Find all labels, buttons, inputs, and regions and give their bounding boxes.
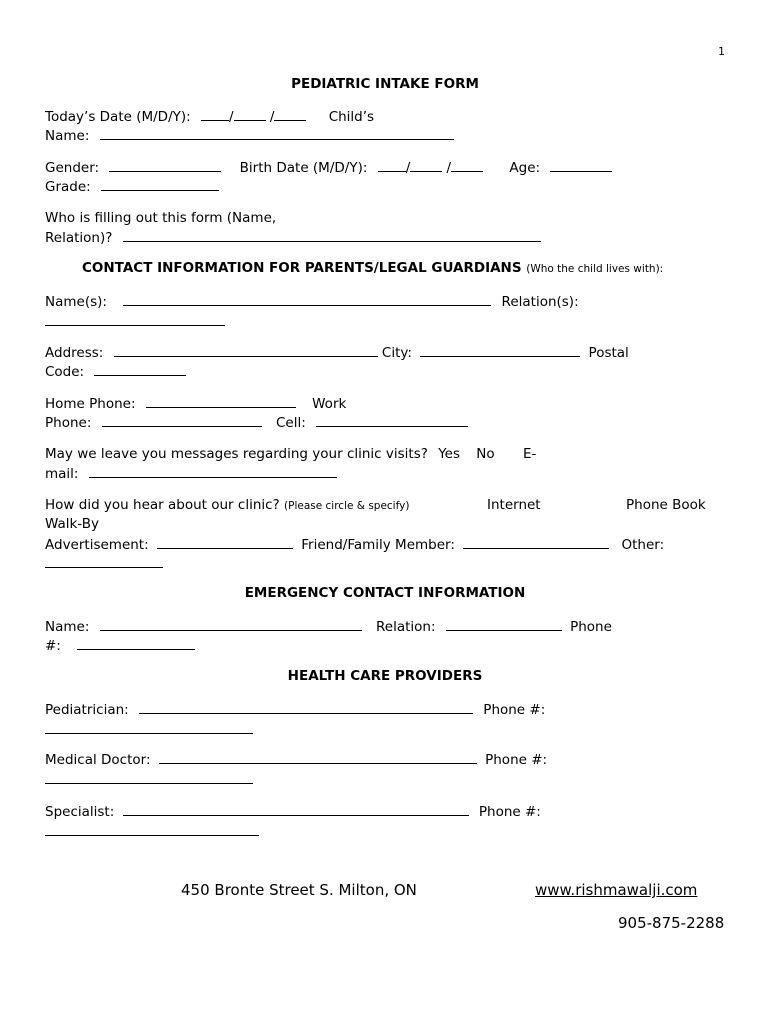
page-number: 1 [718,45,725,58]
label-name: Name: [45,128,90,144]
row-emergency-phone [45,636,195,656]
label-names: Name(s): [45,294,107,310]
field-other[interactable] [45,554,163,568]
field-specialist[interactable] [123,802,469,816]
label-address: Address: [45,345,104,361]
field-advertisement[interactable] [157,535,293,549]
label-who-filling-1: Who is filling out this form (Name, [45,210,277,226]
option-internet[interactable]: Internet [487,497,541,513]
label-emergency-hash: #: [45,638,61,654]
option-walk-by[interactable]: Walk-By [45,516,99,532]
field-gender[interactable] [109,158,221,172]
field-medical-doctor[interactable] [159,750,477,764]
field-parent-names[interactable] [123,292,491,306]
option-phone-book[interactable]: Phone Book [626,497,706,513]
field-pediatrician-phone[interactable] [45,720,253,734]
option-yes[interactable]: Yes [438,446,460,462]
field-emergency-name[interactable] [100,617,362,631]
providers-heading: HEALTH CARE PROVIDERS [287,668,483,684]
date-sep: / [405,160,411,176]
row-messages [45,445,536,464]
row-emergency [45,617,612,637]
emergency-heading: EMERGENCY CONTACT INFORMATION [244,585,526,601]
row-advertisement [45,535,664,555]
label-medical-doctor: Medical Doctor: [45,752,151,768]
field-birth-month[interactable] [378,158,406,172]
footer-address: 450 Bronte Street S. Milton, ON [181,881,417,899]
date-sep: / [446,160,452,176]
row-gender [45,158,612,178]
label-code: Code: [45,364,85,380]
field-friend-family[interactable] [463,535,609,549]
label-email-1: E- [522,446,537,462]
row-medical-doctor-phone [45,770,253,790]
label-age: Age: [509,160,541,176]
row-relations-blank [45,312,225,332]
field-postal-code[interactable] [94,362,186,376]
row-email [45,464,337,484]
label-grade: Grade: [45,179,91,195]
field-date-month[interactable] [201,107,229,121]
row-hear [45,496,409,516]
label-specialist: Specialist: [45,804,115,820]
field-address[interactable] [114,343,378,357]
row-home-phone [45,394,346,414]
row-pediatrician-phone [45,720,253,740]
label-pediatrician-phone: Phone #: [483,702,546,718]
date-sep: / [228,109,234,125]
footer-website-link[interactable]: www.rishmawalji.com [535,881,698,899]
row-work-phone [45,413,468,433]
row-parent-names [45,292,579,312]
label-emergency-name: Name: [45,619,90,635]
field-home-phone[interactable] [146,394,296,408]
field-birth-year[interactable] [451,158,483,172]
field-city[interactable] [420,343,580,357]
label-emergency-phone: Phone [570,619,612,635]
label-phone: Phone: [45,415,92,431]
row-child-name [45,126,454,146]
label-email-2: mail: [45,466,79,482]
field-medical-doctor-phone[interactable] [45,770,253,784]
field-date-day[interactable] [234,107,266,121]
field-emergency-phone[interactable] [77,636,195,650]
field-birth-day[interactable] [410,158,442,172]
label-who-filling-2: Relation)? [45,230,113,246]
option-friend-family[interactable]: Friend/Family Member: [301,537,455,553]
contact-heading-note: (Who the child lives with): [526,263,664,275]
row-grade [45,177,219,197]
field-date-year[interactable] [274,107,306,121]
row-address [45,343,629,363]
date-sep: / [269,109,275,125]
field-emergency-relation[interactable] [446,617,562,631]
label-hear: How did you hear about our clinic? [45,497,280,513]
contact-heading [82,260,663,276]
field-child-name[interactable] [100,126,454,140]
label-relations: Relation(s): [501,294,579,310]
option-other[interactable]: Other: [621,537,665,553]
row-pediatrician [45,700,545,720]
label-medical-doctor-phone: Phone #: [485,752,548,768]
label-gender: Gender: [45,160,100,176]
row-other-blank [45,554,163,574]
field-pediatrician[interactable] [139,700,473,714]
option-advertisement[interactable]: Advertisement: [45,537,149,553]
label-messages: May we leave you messages regarding your clinic visits? [45,446,428,462]
field-who-filling[interactable] [123,228,541,242]
contact-heading-text: CONTACT INFORMATION FOR PARENTS/LEGAL GUARDIANS [82,260,522,276]
label-pediatrician: Pediatrician: [45,702,129,718]
label-specialist-phone: Phone #: [478,804,541,820]
label-childs: Child’s [328,109,375,125]
label-home-phone: Home Phone: [45,396,136,412]
label-cell: Cell: [275,415,306,431]
footer-phone: 905-875-2288 [618,914,725,932]
field-relations[interactable] [45,312,225,326]
label-emergency-relation: Relation: [375,619,436,635]
form-title: PEDIATRIC INTAKE FORM [291,76,479,92]
field-work-phone[interactable] [102,413,262,427]
label-city: City: [381,345,412,361]
label-hear-note: (Please circle & specify) [284,500,410,512]
label-postal: Postal [588,345,629,361]
row-todays-date [45,107,374,127]
field-email[interactable] [89,464,337,478]
field-cell-phone[interactable] [316,413,468,427]
field-grade[interactable] [101,177,219,191]
field-specialist-phone[interactable] [45,822,259,836]
row-specialist [45,802,541,822]
row-specialist-phone [45,822,259,842]
row-who-filling [45,228,541,248]
option-no[interactable]: No [476,446,495,462]
field-age[interactable] [550,158,612,172]
row-medical-doctor [45,750,547,770]
row-postal-code [45,362,186,382]
label-todays-date: Today’s Date (M/D/Y): [45,109,191,125]
label-birth-date: Birth Date (M/D/Y): [239,160,368,176]
label-work: Work [312,396,347,412]
